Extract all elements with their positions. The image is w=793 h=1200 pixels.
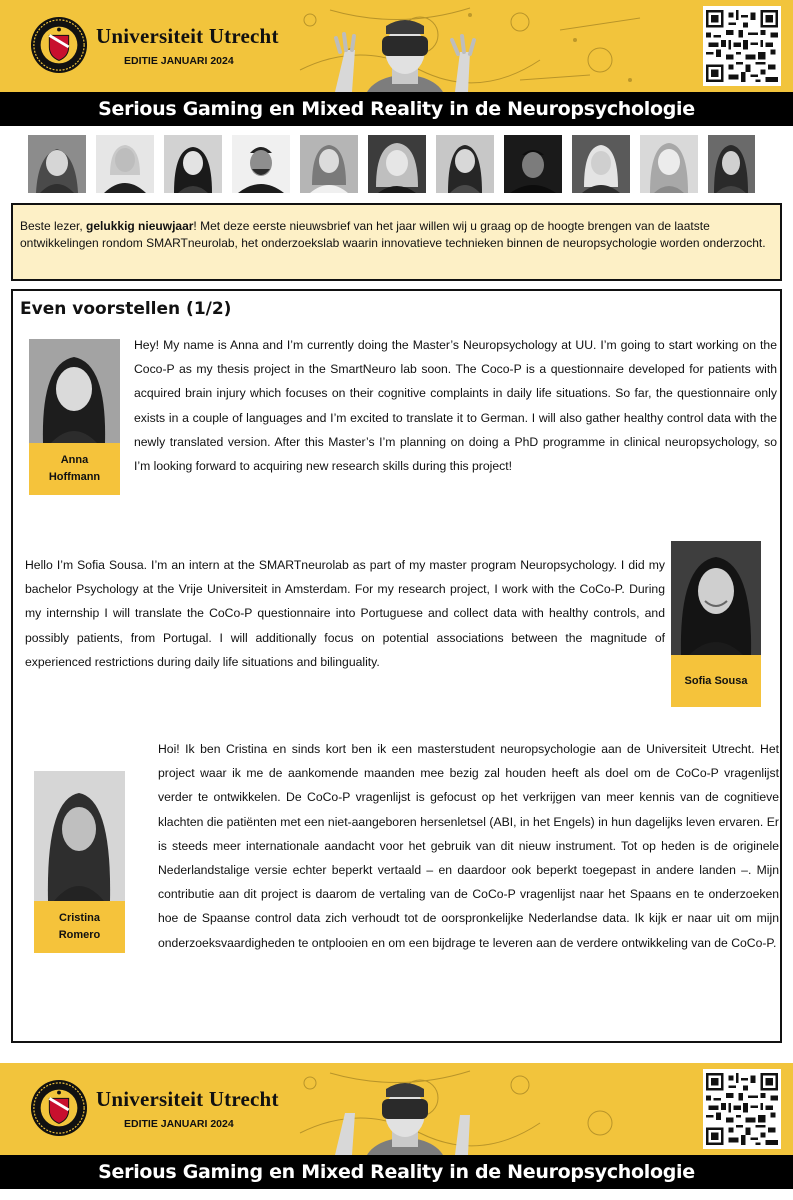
team-photo-strip: [28, 135, 758, 193]
newsletter-title-bar: [0, 92, 793, 126]
university-seal-icon: [30, 16, 88, 74]
university-name: Universiteit Utrecht: [96, 1086, 279, 1111]
team-photo: [436, 135, 494, 193]
qr-code[interactable]: [703, 1069, 781, 1149]
qr-code-icon: [706, 1072, 778, 1146]
university-logo: [30, 1079, 279, 1137]
edition-label: EDITIE JANUARI 2024: [124, 54, 234, 67]
team-photo: [708, 135, 755, 193]
university-name: Universiteit Utrecht: [96, 23, 279, 48]
newsletter-title-bar: [0, 1155, 793, 1189]
team-photo: [232, 135, 290, 193]
introductions-card: [11, 289, 782, 1043]
intro-greeting: Beste lezer,: [20, 219, 87, 233]
team-photo: [300, 135, 358, 193]
team-photo: [96, 135, 154, 193]
qr-code-icon: [706, 9, 778, 83]
team-photo: [368, 135, 426, 193]
newsletter-title: Serious Gaming en Mixed Reality in de Neuropsychologie: [98, 98, 695, 120]
header-banner: [0, 0, 793, 92]
profile-photo-anna: [29, 339, 120, 443]
team-photo: [164, 135, 222, 193]
intro-greeting-bold: gelukkig nieuwjaar: [86, 219, 194, 233]
team-photo: [28, 135, 86, 193]
profile-bio-cristina: Hoi! Ik ben Cristina en sinds kort ben ik een masterstudent neuropsychologie aan de Universiteit Utrecht. Het project waar ik me de aankomende maanden mee bezig zal houden heeft als doel om de CoCo-P vragenlijst verder te ontwikkelen. De CoCo-P vragenlijst is gefocust op het verkrijgen van meer kennis van de cognitieve klachten die patiënten met een niet-aangeboren hersenletsel (ABI, in het Engels) in hun dagelijks leven ervaren. Er is steeds meer internationale aandacht voor het gebruik van dit nieuw instrument. Tot op heden is de originele Nederlandstalige versie echter beperkt vertaald – en daardoor ook beperkt toegepast in andere landen –. Mijn contributie aan dit project is daarom de vertaling van de CoCo-P vragenlijst naar het Spaans en te onderzoeken hoe de Spaanse control data zich verhoudt tot de oorspronkelijke Nederlandse data. Ik kijk er naar uit om mijn onderzoeksvaardigheden te ontplooien en om een bijdrage te leveren aan de verdere ontwikkeling van de CoCo-P.: [158, 742, 779, 950]
profile-bio-sofia: Hello I’m Sofia Sousa. I’m an intern at the SMARTneurolab as part of my master program Neuropsychology. I did my bachelor Psychology at the Vrije Universiteit in Amsterdam. For my research project, I work with the CoCo-P. During my internship I will translate the CoCo-P questionnaire into Portuguese and collect data with healthy controls, and possibly patients, from Portugal. I will additionally focus on potential associations between the magnitude of experienced restrictions during daily life situations and bilinguality.: [25, 558, 665, 669]
newsletter-title: Serious Gaming en Mixed Reality in de Neuropsychologie: [98, 1161, 695, 1183]
team-photo: [504, 135, 562, 193]
intro-body: ! Met deze eerste nieuwsbrief van het jaar willen wij u graag op de hoogte brengen van de laatste ontwikkelingen rondom SMARTneurolab, het onderzoekslab waarin innovatieve technieken binnen de neuropsychologie worden onderzocht.: [20, 219, 766, 250]
qr-code[interactable]: [703, 6, 781, 86]
profile-name-sofia: Sofia Sousa: [671, 655, 761, 707]
profile-photo-sofia: [671, 541, 761, 655]
profile-name-anna: Anna Hoffmann: [29, 443, 120, 495]
university-logo: [30, 16, 279, 74]
team-photo: [640, 135, 698, 193]
profile-photo-cristina: [34, 771, 125, 901]
footer-banner: [0, 1063, 793, 1155]
team-photo: [572, 135, 630, 193]
university-seal-icon: [30, 1079, 88, 1137]
profile-bio-anna: Hey! My name is Anna and I’m currently doing the Master’s Neuropsychology at UU. I’m going to start working on the Coco-P as my thesis project in the SmartNeuro lab soon. The Coco-P is a questionnaire developed for patients with acquired brain injury which focuses on their cognitive complaints in daily life situations. So far, the questionnaire only exists in a couple of languages and I’m excited to translate it to German. I will also gather healthy control data with the newly translated version. After this Master’s I’m planning on doing a PhD programme in clinical neuropsychology, so I’m looking forward to acquiring new research skills during this project!: [134, 338, 777, 474]
profile-name-cristina: Cristina Romero: [34, 901, 125, 953]
edition-label: EDITIE JANUARI 2024: [124, 1117, 234, 1130]
section-title: Even voorstellen (1/2): [20, 299, 232, 319]
intro-box: [11, 203, 782, 281]
